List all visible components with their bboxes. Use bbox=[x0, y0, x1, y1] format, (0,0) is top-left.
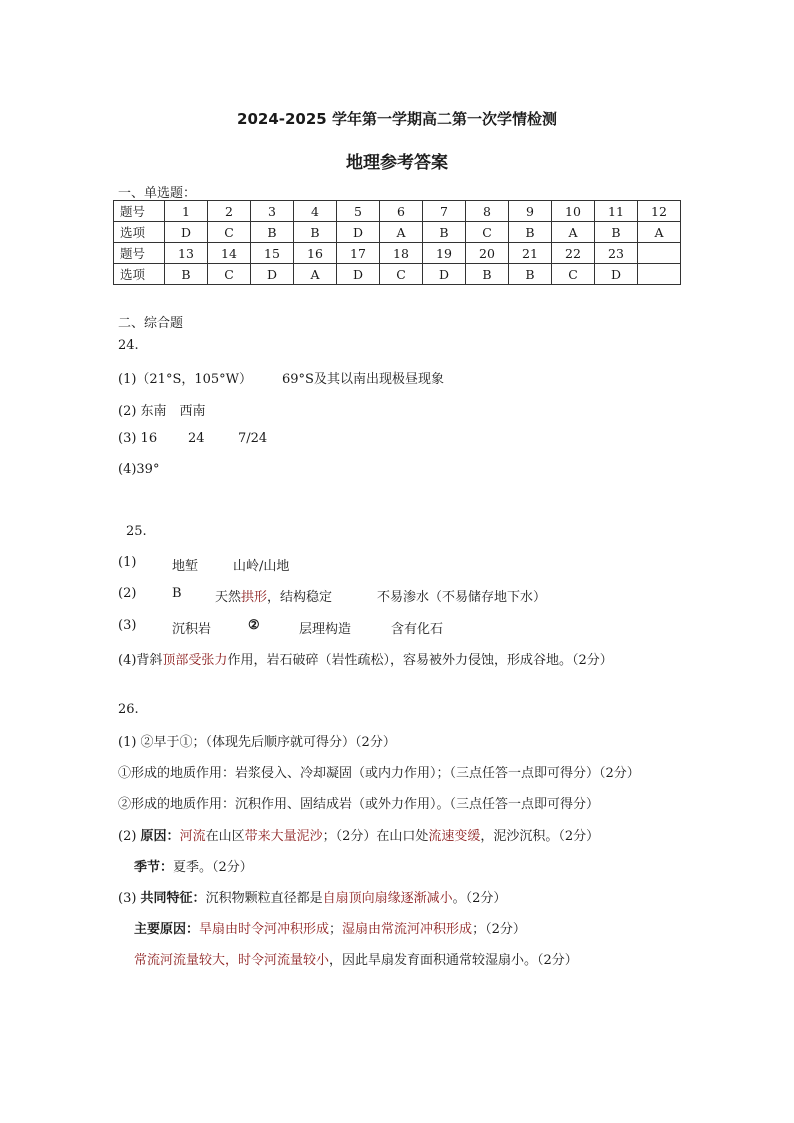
table-cell: B bbox=[509, 222, 552, 243]
q26-line7 bbox=[134, 918, 526, 937]
table-cell: 20 bbox=[466, 243, 509, 264]
table-cell: B bbox=[466, 264, 509, 285]
q24-line2: (2) 东南 西南 bbox=[118, 404, 206, 419]
q26-line4d: 在山区 bbox=[205, 829, 245, 844]
row-label: 题号 bbox=[114, 201, 165, 222]
table-cell: C bbox=[208, 264, 251, 285]
table-cell bbox=[638, 264, 681, 285]
q25-line2b: B bbox=[172, 586, 182, 601]
q26-number: 26. bbox=[118, 702, 139, 717]
q26-line8 bbox=[134, 949, 578, 968]
q26-line4h: ，泥沙沉积。（2分） bbox=[480, 829, 600, 844]
q26-line4c: 河流 bbox=[179, 829, 206, 844]
section2-heading: 二、综合题 bbox=[118, 316, 184, 331]
row-label: 选项 bbox=[114, 222, 165, 243]
table-cell: A bbox=[380, 222, 423, 243]
q26-line4b: 原因： bbox=[140, 829, 180, 844]
table-cell: 3 bbox=[251, 201, 294, 222]
table-cell: C bbox=[552, 264, 595, 285]
q26-line6a: (3) bbox=[118, 891, 141, 906]
q26-line4f: ；（2分）在山口处 bbox=[322, 829, 429, 844]
q25-line2d: 不易渗水（不易储存地下水） bbox=[377, 590, 547, 605]
table-cell: C bbox=[380, 264, 423, 285]
q26-line4 bbox=[118, 825, 599, 844]
table-cell: B bbox=[595, 222, 638, 243]
q26-line5 bbox=[134, 856, 253, 875]
table-cell: D bbox=[337, 264, 380, 285]
q26-line6d: 自扇顶向扇缘逐渐减小 bbox=[322, 891, 453, 906]
q24-line1a: (1)（21°S，105°W） bbox=[118, 372, 253, 387]
q26-line7d: 湿扇由常流河冲积形成 bbox=[342, 922, 473, 937]
table-cell: 19 bbox=[423, 243, 466, 264]
q26-line8a: 常流河流量较大，时令河流量较小 bbox=[134, 953, 330, 968]
table-cell: D bbox=[251, 264, 294, 285]
q26-line6e: 。（2分） bbox=[452, 891, 507, 906]
table-cell: 6 bbox=[380, 201, 423, 222]
table-cell: B bbox=[294, 222, 337, 243]
table-cell: 5 bbox=[337, 201, 380, 222]
table-row bbox=[114, 201, 681, 222]
q26-line4g: 流速变缓 bbox=[428, 829, 481, 844]
q26-line7a: 主要原因： bbox=[134, 922, 200, 937]
row-label: 选项 bbox=[114, 264, 165, 285]
table-cell: 4 bbox=[294, 201, 337, 222]
table-cell: 14 bbox=[208, 243, 251, 264]
q26-line6c: 沉积物颗粒直径都是 bbox=[205, 891, 323, 906]
table-cell: 11 bbox=[595, 201, 638, 222]
table-cell: 2 bbox=[208, 201, 251, 222]
q24-line3b: 24 bbox=[188, 431, 205, 446]
table-row bbox=[114, 222, 681, 243]
table-cell: 22 bbox=[552, 243, 595, 264]
table-cell: D bbox=[423, 264, 466, 285]
table-cell: B bbox=[509, 264, 552, 285]
q25-line3e: 含有化石 bbox=[391, 622, 444, 637]
q26-line7c: ； bbox=[329, 922, 343, 937]
q25-line2a: (2) bbox=[118, 586, 137, 601]
table-cell: 9 bbox=[509, 201, 552, 222]
table-cell: A bbox=[638, 222, 681, 243]
q25-line1a: (1) bbox=[118, 555, 137, 570]
page-title: 2024-2025 学年第一学期高二第一次学情检测 bbox=[237, 110, 557, 128]
table-cell: 1 bbox=[165, 201, 208, 222]
table-cell: 12 bbox=[638, 201, 681, 222]
table-cell: D bbox=[337, 222, 380, 243]
table-cell: D bbox=[595, 264, 638, 285]
q26-line6b: 共同特征： bbox=[140, 891, 206, 906]
q25-number: 25. bbox=[126, 524, 147, 539]
table-cell: C bbox=[208, 222, 251, 243]
table-cell: 8 bbox=[466, 201, 509, 222]
q25-line4c: 作用，岩石破碎（岩性疏松），容易被外力侵蚀，形成谷地。（2分） bbox=[227, 653, 613, 668]
table-cell: 17 bbox=[337, 243, 380, 264]
q25-line4 bbox=[118, 649, 613, 668]
q25-line4b: 顶部受张力 bbox=[162, 653, 228, 668]
table-row bbox=[114, 243, 681, 264]
table-cell: 7 bbox=[423, 201, 466, 222]
q26-line5a: 季节： bbox=[134, 860, 174, 875]
q26-line3: ②形成的地质作用：沉积作用、固结成岩（或外力作用）。（三点任答一点即可得分） bbox=[118, 797, 600, 812]
table-cell: A bbox=[294, 264, 337, 285]
table-cell: C bbox=[466, 222, 509, 243]
q24-line3a: (3) 16 bbox=[118, 431, 158, 446]
q25-line3a: (3) bbox=[118, 618, 137, 633]
table-cell: D bbox=[165, 222, 208, 243]
answer-table bbox=[113, 200, 681, 285]
q25-line3c: ② bbox=[248, 618, 260, 633]
table-cell: B bbox=[423, 222, 466, 243]
table-row bbox=[114, 264, 681, 285]
table-cell: A bbox=[552, 222, 595, 243]
q26-line2: ①形成的地质作用：岩浆侵入、冷却凝固（或内力作用）；（三点任答一点即可得分）（2分） bbox=[118, 766, 640, 781]
q25-line3b: 沉积岩 bbox=[172, 622, 212, 637]
q26-line7e: ；（2分） bbox=[472, 922, 526, 937]
q25-line1c: 山岭/山地 bbox=[233, 559, 290, 574]
q25-line2c-3: ，结构稳定 bbox=[267, 590, 333, 605]
q25-line4a: (4)背斜 bbox=[118, 653, 163, 668]
q26-line8b: ，因此旱扇发育面积通常较湿扇小。（2分） bbox=[329, 953, 578, 968]
q25-line2c-2: 拱形 bbox=[241, 590, 268, 605]
table-cell: 21 bbox=[509, 243, 552, 264]
q26-line5b: 夏季。（2分） bbox=[173, 860, 253, 875]
table-cell: B bbox=[165, 264, 208, 285]
table-cell: 13 bbox=[165, 243, 208, 264]
table-cell: 15 bbox=[251, 243, 294, 264]
q25-line2c bbox=[215, 586, 332, 605]
table-cell bbox=[638, 243, 681, 264]
table-cell: B bbox=[251, 222, 294, 243]
q24-number: 24. bbox=[118, 338, 139, 353]
q26-line1: (1) ②早于①；（体现先后顺序就可得分）（2分） bbox=[118, 735, 396, 750]
row-label: 题号 bbox=[114, 243, 165, 264]
table-cell: 18 bbox=[380, 243, 423, 264]
q24-line3c: 7/24 bbox=[238, 431, 268, 446]
q26-line7b: 旱扇由时令河冲积形成 bbox=[199, 922, 330, 937]
table-cell: 10 bbox=[552, 201, 595, 222]
section1-heading: 一、单选题： bbox=[118, 186, 197, 201]
q25-line3d: 层理构造 bbox=[299, 622, 352, 637]
q25-line1b: 地堑 bbox=[172, 559, 199, 574]
table-cell: 16 bbox=[294, 243, 337, 264]
q26-line4a: (2) bbox=[118, 829, 141, 844]
page-subtitle: 地理参考答案 bbox=[346, 153, 448, 173]
q24-line1b: 69°S及其以南出现极昼现象 bbox=[282, 372, 444, 387]
table-cell: 23 bbox=[595, 243, 638, 264]
q24-line4: (4)39° bbox=[118, 462, 160, 477]
q26-line6 bbox=[118, 887, 506, 906]
q25-line2c-1: 天然 bbox=[215, 590, 242, 605]
q26-line4e: 带来大量泥沙 bbox=[244, 829, 323, 844]
